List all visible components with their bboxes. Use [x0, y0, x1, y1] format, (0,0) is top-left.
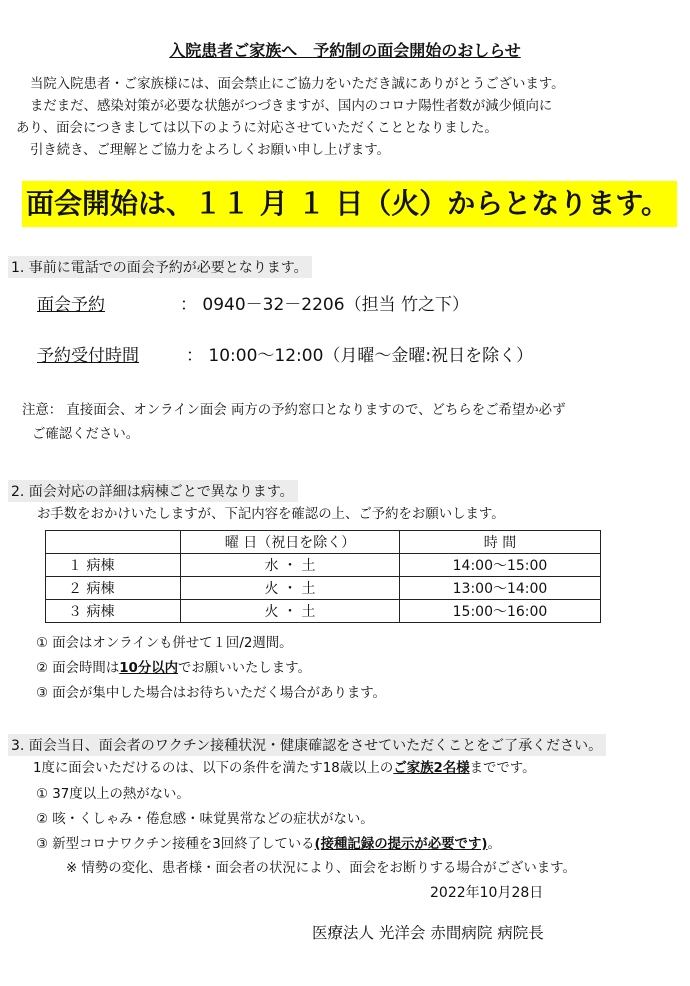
section2-heading: 2. 面会対応の詳細は病棟ごとで異なります。 [8, 480, 298, 502]
days-cell: 火 ・ 土 [181, 577, 400, 600]
visit-note-2-prefix: ② 面会時間は [36, 661, 120, 676]
intro-line-1: 当院入院患者・ご家族様には、面会禁止にご協力をいただき誠にありがとうございます。 [30, 77, 565, 92]
table-header-ward [46, 531, 181, 554]
table-header-row [46, 531, 601, 554]
section3-lead-suffix: までです。 [469, 761, 536, 776]
start-date-banner: 面会開始は、１１ 月 １ 日（火）からとなります。 [22, 181, 677, 227]
table-row [46, 554, 601, 577]
caution-note: ※ 情勢の変化、患者様・面会者の状況により、面会をお断りする場合がございます。 [66, 861, 576, 876]
intro-line-2: まだまだ、感染対策が必要な状態がつづきますが、国内のコロナ陽性者数が減少傾向に [30, 99, 553, 114]
visit-note-2-duration: 10分以内 [119, 661, 179, 676]
days-cell: 水 ・ 土 [181, 554, 400, 577]
page-title: 入院患者ご家族へ 予約制の面会開始のおしらせ [169, 41, 521, 60]
note-line-2: ご確認ください。 [32, 427, 140, 442]
visit-note-3-text: ③ 面会が集中した場合はお待ちいただく場合があります。 [36, 686, 386, 701]
condition-1: ① 37度以上の熱がない。 [36, 787, 190, 802]
condition-3-end: 。 [487, 837, 501, 852]
table-row [46, 577, 601, 600]
condition-3 [36, 834, 501, 856]
condition-2: ② 咳・くしゃみ・倦怠感・味覚異常などの症状がない。 [36, 812, 374, 827]
note-line-1: 注意： 直接面会、オンライン面会 両方の予約窓口となりますので、どちらをご希望か必ず [22, 403, 566, 418]
section1-heading: 1. 事前に電話での面会予約が必要となります。 [8, 256, 312, 278]
hours-label: 予約受付時間 [37, 346, 139, 366]
ward-schedule-table [45, 530, 601, 623]
section3-lead-prefix: 1度に面会いただけるのは、以下の条件を満たす18歳以上の [33, 761, 394, 776]
time-cell: 13:00～14:00 [400, 577, 601, 600]
reservation-phone: ： 0940－32－2206（担当 竹之下） [180, 295, 469, 315]
ward-cell: ３ 病棟 [46, 600, 181, 623]
table-header-days: 曜 日（祝日を除く） [181, 531, 400, 554]
visit-note-1 [36, 633, 293, 655]
time-cell: 15:00～16:00 [400, 600, 601, 623]
visit-note-2 [36, 658, 311, 680]
hours-value: ： 10:00～12:00（月曜～金曜:祝日を除く） [186, 346, 534, 366]
days-cell: 火 ・ 土 [181, 600, 400, 623]
reservation-label: 面会予約 [37, 295, 105, 315]
intro-line-4: 引き続き、ご理解とご協力をよろしくお願い申し上げます。 [30, 143, 390, 158]
ward-cell: １ 病棟 [46, 554, 181, 577]
visit-note-1-text: ① 面会はオンラインも併せて１回/2週間。 [36, 636, 293, 651]
section3-lead [33, 758, 536, 780]
time-cell: 14:00～15:00 [400, 554, 601, 577]
condition-3-record: (接種記録の提示が必要です) [314, 837, 488, 852]
visit-note-2-suffix: でお願いいたします。 [178, 661, 311, 676]
intro-line-3: あり、面会につきましては以下のように対応させていただくこととなりました。 [16, 121, 498, 136]
condition-3-text: ③ 新型コロナワクチン接種を3回終了している [36, 837, 315, 852]
section2-lead: お手数をおかけいたしますが、下記内容を確認の上、ご予約をお願いします。 [37, 507, 505, 522]
visit-note-3 [36, 683, 386, 705]
table-row [46, 600, 601, 623]
section3-lead-family: ご家族2名様 [393, 761, 470, 776]
table-header-time: 時 間 [400, 531, 601, 554]
signature: 医療法人 光洋会 赤間病院 病院長 [312, 924, 544, 942]
ward-cell: ２ 病棟 [46, 577, 181, 600]
issue-date: 2022年10月28日 [430, 885, 544, 901]
section3-heading: 3. 面会当日、面会者のワクチン接種状況・健康確認をさせていただくことをご了承ください。 [8, 734, 606, 756]
